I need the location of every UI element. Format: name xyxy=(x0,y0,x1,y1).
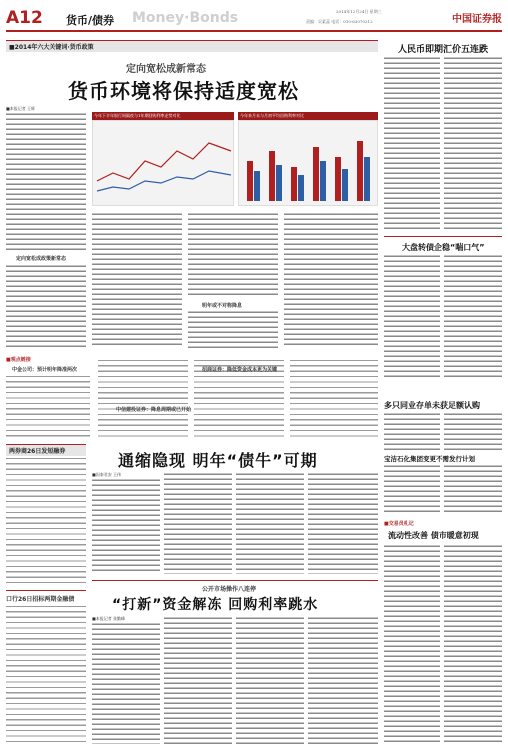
body-text xyxy=(444,56,502,232)
body-text xyxy=(444,544,502,744)
subhead-targeted-easing: 定向宽松成政策新常态 xyxy=(16,256,67,262)
baojie-headline: 宝洁石化集团变更不需发行计划 xyxy=(384,455,475,463)
deflation-article xyxy=(92,444,378,574)
section-title: 货币/债券 xyxy=(66,14,115,27)
body-text xyxy=(384,464,440,512)
body-text xyxy=(384,56,440,232)
body-text xyxy=(444,412,502,452)
byline: ■本报记者 王辉 xyxy=(6,106,36,111)
repo-article xyxy=(92,580,378,744)
brief-text xyxy=(6,604,86,744)
viewpoint-label: ■观点链接 xyxy=(6,357,31,363)
repo-kicker: 公开市场操作八连停 xyxy=(202,586,257,593)
baojie-article xyxy=(384,454,502,514)
masthead xyxy=(6,6,502,32)
brief-title: 两券商26日发短融券 xyxy=(6,444,86,456)
trader-notes xyxy=(384,520,502,744)
body-text xyxy=(188,310,278,348)
body-text xyxy=(92,478,160,574)
body-text xyxy=(164,472,232,574)
body-text xyxy=(384,254,440,378)
trader-label: ■交易员札记 xyxy=(384,521,414,527)
body-text xyxy=(92,212,182,348)
repo-headline: “打新”资金解冻 回购利率跳水 xyxy=(112,597,319,613)
main-headline: 货币环境将保持适度宽松 xyxy=(68,79,299,103)
deflation-headline: 通缩隐现 明年“债牛”可期 xyxy=(118,451,318,470)
body-text xyxy=(6,264,86,348)
subhead-rate-cut: 明年或不对称降息 xyxy=(202,303,243,309)
body-text xyxy=(92,622,160,744)
body-text xyxy=(384,412,440,452)
body-text xyxy=(284,212,378,348)
ncd-headline: 多只同业存单未获足额认购 xyxy=(384,401,480,410)
chart1 xyxy=(92,120,234,206)
body-text xyxy=(236,472,304,574)
topic-banner: ■2014年六大关键词·货币政策 xyxy=(6,40,378,52)
editor-line: 责编：吴素蕊 电话：010-63070212 xyxy=(306,19,373,24)
viewpoint-title-2: 中信建投证券：降息周期或已开始 xyxy=(116,407,192,413)
body-text xyxy=(308,472,378,574)
byline: ■国泰君安 王伟 xyxy=(92,472,122,477)
byline: ■本报记者 张勤峰 xyxy=(92,616,126,621)
body-text xyxy=(444,464,502,512)
trader-headline: 流动性改善 债市暖意初现 xyxy=(388,531,479,540)
kicker: 定向宽松成新常态 xyxy=(126,64,206,75)
body-text xyxy=(236,616,304,744)
main-article xyxy=(6,40,378,440)
viewpoint-title-1: 中金公司：预计明年降准两次 xyxy=(12,367,78,373)
body-text xyxy=(188,212,278,298)
body-text xyxy=(384,544,440,744)
viewpoint-text xyxy=(6,374,90,438)
viewpoint-title-3: 招商证券：降低资金成本更为关键 xyxy=(202,367,278,373)
viewpoint-text xyxy=(98,358,188,438)
body-text xyxy=(164,616,232,744)
newspaper-logo: 中国证券报 xyxy=(452,14,502,25)
body-text xyxy=(6,112,86,252)
right-column xyxy=(384,40,502,452)
issue-date: 2014年12月24日 星期三 xyxy=(336,9,382,14)
chart2-title: 今年来月末与月初平均回购利率对比 xyxy=(238,112,378,120)
body-text xyxy=(308,616,378,744)
brief-title-2: 口行26日招标两期金融债 xyxy=(6,596,75,603)
convertible-headline: 大盘转债企稳“喘口气” xyxy=(402,243,485,252)
brief-text xyxy=(6,456,86,586)
chart2 xyxy=(238,120,378,206)
chart1-title: 今年下半年银行间隔夜与1年期回购利率走势对比 xyxy=(92,112,234,120)
page-number: A12 xyxy=(6,8,43,28)
section-english: Money·Bonds xyxy=(132,10,239,26)
left-brief-column xyxy=(6,444,86,744)
body-text xyxy=(444,254,502,378)
viewpoint-text xyxy=(290,358,378,438)
rmb-headline: 人民币即期汇价五连跌 xyxy=(398,45,489,55)
